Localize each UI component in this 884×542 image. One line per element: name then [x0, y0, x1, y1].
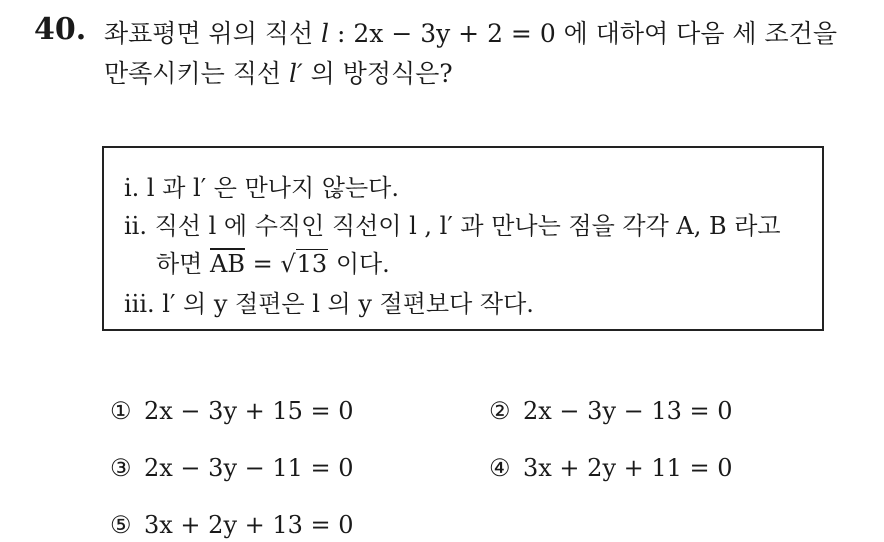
stem-line-1 [104, 14, 874, 54]
line-prime-symbol: l′ [288, 59, 303, 88]
condition-2-continuation [156, 244, 390, 279]
stem-text: 만족시키는 직선 [104, 59, 289, 88]
equals-sqrt: = √ [244, 250, 296, 278]
conditions-box [102, 146, 824, 331]
choice-4[interactable] [489, 454, 733, 482]
segment-ab: $\overline{AB}$ [210, 250, 245, 278]
question-number: 40. [34, 12, 87, 47]
condition-2: ii. 직선 l 에 수직인 직선이 l , l′ 과 만나는 점을 각각 A, B 라고 [124, 212, 781, 240]
line-symbol: l [321, 19, 330, 48]
choice-marker: ⑤ [110, 511, 132, 539]
choice-text: 2x − 3y − 11 = 0 [144, 454, 354, 482]
radicand: 13 [296, 250, 328, 278]
choice-2[interactable] [489, 397, 733, 425]
choice-marker: ④ [489, 454, 511, 482]
choice-3[interactable] [110, 454, 354, 482]
choice-marker: ② [489, 397, 511, 425]
stem-text: 좌표평면 위의 직선 [104, 19, 322, 48]
choice-1[interactable] [110, 397, 354, 425]
choice-text: 3x + 2y + 11 = 0 [523, 454, 733, 482]
stem-line-2 [104, 54, 874, 94]
condition-3: iii. l′ 의 y 절편은 l 의 y 절편보다 작다. [124, 290, 534, 318]
condition-text: 이다. [328, 250, 390, 278]
choice-text: 2x − 3y − 13 = 0 [523, 397, 733, 425]
choice-marker: ① [110, 397, 132, 425]
choice-5[interactable] [110, 511, 354, 539]
condition-text: 하면 [156, 250, 210, 278]
line-equation: : 2x − 3y + 2 = 0 [329, 19, 556, 48]
choice-marker: ③ [110, 454, 132, 482]
question-stem [104, 14, 874, 94]
choice-text: 2x − 3y + 15 = 0 [144, 397, 354, 425]
stem-text: 의 방정식은? [302, 59, 453, 88]
condition-1: i. l 과 l′ 은 만나지 않는다. [124, 174, 399, 202]
choice-text: 3x + 2y + 13 = 0 [144, 511, 354, 539]
stem-text: 에 대하여 다음 세 조건을 [555, 19, 837, 48]
